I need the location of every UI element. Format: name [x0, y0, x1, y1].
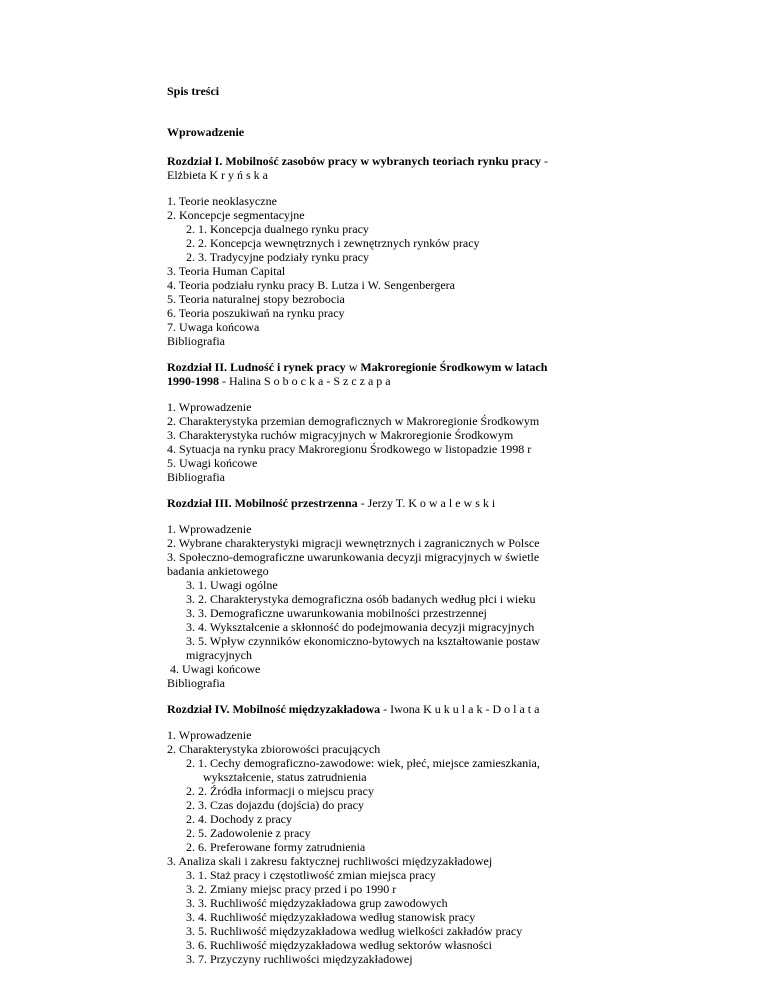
ch4-item: 2. 1. Cechy demograficzno-zawodowe: wiek, płeć, miejsce zamieszkania, [186, 756, 540, 770]
ch1-bibliography: Bibliografia [167, 334, 225, 348]
chapter-2-title-mid: w [345, 360, 361, 374]
ch1-item: 3. Teoria Human Capital [167, 264, 286, 278]
ch3-item: 3. 5. Wpływ czynników ekonomiczno-bytowych na kształtowanie postaw [186, 634, 541, 648]
ch2-item: 4. Sytuacja na rynku pracy Makroregionu Środkowego w listopadzie 1998 r [167, 442, 532, 456]
ch4-item: 3. 1. Staż pracy i częstotliwość zmian miejsca pracy [186, 868, 436, 882]
ch2-item: 1. Wprowadzenie [167, 400, 252, 414]
chapter-2-title-line2: 1990-1998 [167, 374, 219, 388]
ch4-item: 2. 4. Dochody z pracy [186, 812, 292, 826]
chapter-2-author-last: Sobocka-Szczapa [264, 374, 394, 388]
chapter-3-author-first: Jerzy T. [367, 496, 409, 510]
chapter-4-heading [167, 702, 542, 716]
chapter-3-title: Rozdział III. Mobilność przestrzenna [167, 496, 358, 510]
ch4-item: 3. Analiza skali i zakresu faktycznej ruchliwości międzyzakładowej [167, 854, 493, 868]
ch4-item: 2. 5. Zadowolenie z pracy [186, 826, 311, 840]
ch4-item: 2. 3. Czas dojazdu (dojścia) do pracy [186, 798, 364, 812]
chapter-2-title-part2: Makroregionie Środkowym w latach [360, 360, 548, 374]
ch1-item: 4. Teoria podziału rynku pracy B. Lutza i W. Sengenbergera [167, 278, 455, 292]
ch3-item: migracyjnych [186, 648, 252, 662]
ch4-item: 1. Wprowadzenie [167, 728, 252, 742]
ch1-item: 2. Koncepcje segmentacyjne [167, 208, 305, 222]
ch1-item: 2. 1. Koncepcja dualnego rynku pracy [186, 222, 369, 236]
ch4-item: 2. Charakterystyka zbiorowości pracujących [167, 742, 381, 756]
ch3-item: 3. 4. Wykształcenie a skłonność do podejmowania decyzji migracyjnych [186, 620, 535, 634]
chapter-4-author-last: Kukulak-Dolata [423, 702, 543, 716]
ch1-item: 5. Teoria naturalnej stopy bezrobocia [167, 292, 345, 306]
ch4-item: wykształcenie, status zatrudnienia [203, 770, 367, 784]
ch4-item: 2. 6. Preferowane formy zatrudnienia [186, 840, 366, 854]
chapter-2-title-part1: Rozdział II. Ludność i rynek pracy [167, 360, 346, 374]
ch1-item: 1. Teorie neoklasyczne [167, 194, 277, 208]
ch4-item: 3. 4. Ruchliwość międzyzakładowa według stanowisk pracy [186, 910, 476, 924]
chapter-3-heading [167, 496, 498, 510]
ch3-item: 4. Uwagi końcowe [170, 662, 261, 676]
ch4-item: 3. 7. Przyczyny ruchliwości międzyzakładowej [186, 952, 413, 966]
ch4-item: 3. 5. Ruchliwość międzyzakładowa według wielkości zakładów pracy [186, 924, 523, 938]
ch1-item: 2. 2. Koncepcja wewnętrznych i zewnętrznych rynków pracy [186, 236, 480, 250]
chapter-4-separator: - [380, 702, 391, 716]
ch3-item: 3. 1. Uwagi ogólne [186, 578, 278, 592]
chapter-2-separator: - [219, 374, 229, 388]
chapter-3-author-last: Kowalewski [408, 496, 499, 510]
chapter-1-heading [167, 154, 548, 168]
ch3-item: 3. 3. Demograficzne uwarunkowania mobilności przestrzennej [186, 606, 487, 620]
ch3-item: 2. Wybrane charakterystyki migracji wewnętrznych i zagranicznych w Polsce [167, 536, 540, 550]
chapter-1-author [167, 168, 271, 182]
ch3-item: 3. Społeczno-demograficzne uwarunkowania decyzji migracyjnych w świetle [167, 550, 540, 564]
chapter-2-author [167, 374, 394, 388]
ch4-item: 3. 2. Zmiany miejsc pracy przed i po 1990 r [186, 882, 397, 896]
chapter-2-heading [167, 360, 547, 374]
ch1-item: 2. 3. Tradycyjne podziały rynku pracy [186, 250, 369, 264]
ch3-item: 3. 2. Charakterystyka demograficzna osób badanych według płci i wieku [186, 592, 536, 606]
chapter-3-separator: - [357, 496, 368, 510]
chapter-4-title: Rozdział IV. Mobilność międzyzakładowa [167, 702, 381, 716]
ch2-item: 2. Charakterystyka przemian demograficznych w Makroregionie Środkowym [167, 414, 540, 428]
ch4-item: 3. 3. Ruchliwość międzyzakładowa grup zawodowych [186, 896, 448, 910]
ch3-item: 1. Wprowadzenie [167, 522, 252, 536]
ch1-item: 7. Uwaga końcowa [167, 320, 260, 334]
chapter-1-author-first: Elżbieta [167, 168, 210, 182]
ch2-item: 3. Charakterystyka ruchów migracyjnych w Makroregionie Środkowym [167, 428, 514, 442]
ch1-item: 6. Teoria poszukiwań na rynku pracy [167, 306, 345, 320]
ch4-item: 3. 6. Ruchliwość międzyzakładowa według sektorów własności [186, 938, 492, 952]
ch3-item: badania ankietowego [167, 564, 269, 578]
chapter-1-title: Rozdział I. Mobilność zasobów pracy w wybranych teoriach rynku pracy [167, 154, 541, 168]
ch2-bibliography: Bibliografia [167, 470, 225, 484]
ch2-item: 5. Uwagi końcowe [167, 456, 258, 470]
chapter-2-author-first: Halina [229, 374, 264, 388]
intro-heading: Wprowadzenie [167, 125, 245, 139]
ch3-bibliography: Bibliografia [167, 676, 225, 690]
ch4-item: 2. 2. Źródła informacji o miejscu pracy [186, 784, 374, 798]
toc-title: Spis treści [167, 84, 220, 98]
chapter-1-separator: - [541, 154, 548, 168]
chapter-1-author-last: Kryńska [209, 168, 271, 182]
chapter-4-author-first: Iwona [390, 702, 424, 716]
